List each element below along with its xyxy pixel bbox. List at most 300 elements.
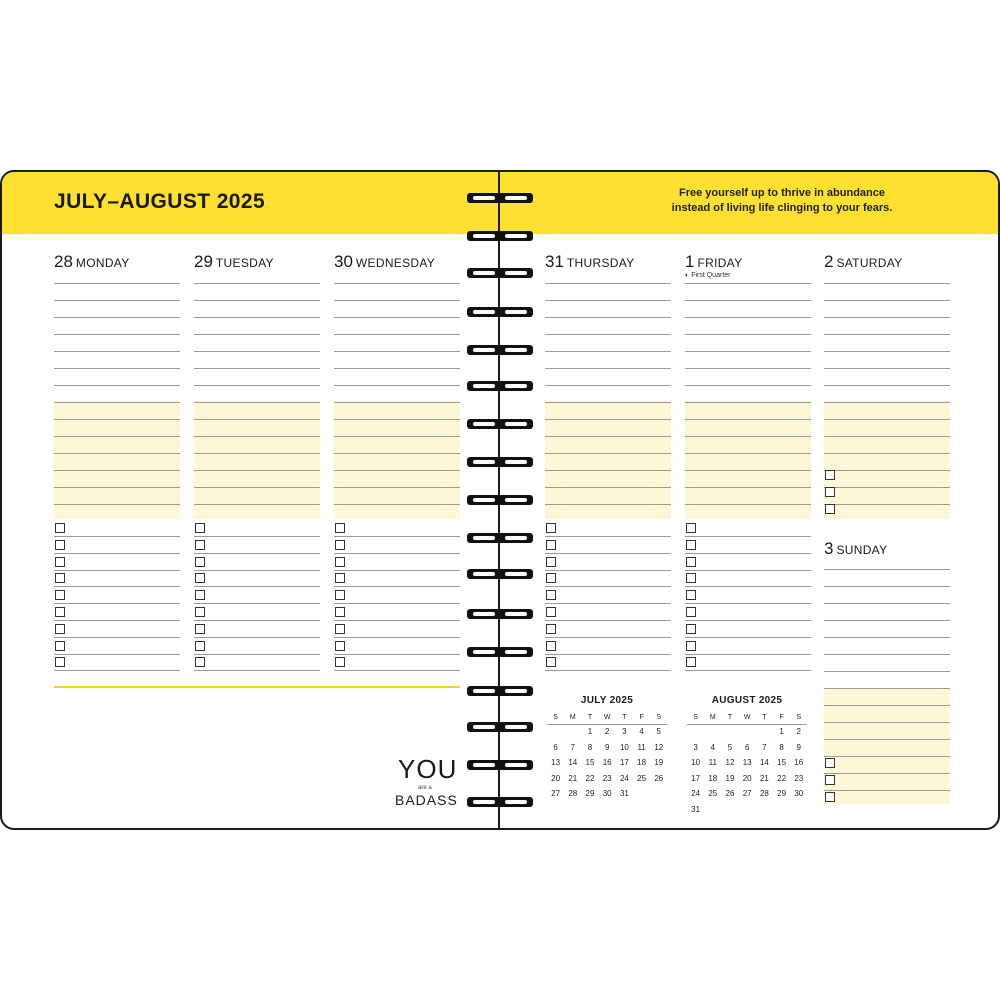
writing-line[interactable] (545, 436, 671, 437)
calendar-date[interactable]: 29 (777, 789, 787, 798)
writing-line[interactable] (685, 334, 811, 335)
spiral-ring (467, 381, 533, 391)
weekday-label: S (796, 714, 802, 721)
planner-spread (0, 170, 1000, 830)
writing-line[interactable] (194, 283, 320, 284)
calendar-date[interactable]: 8 (587, 742, 593, 752)
writing-line[interactable] (685, 419, 811, 420)
writing-line[interactable] (334, 536, 460, 537)
checkbox[interactable] (55, 590, 65, 600)
ring-hole (505, 460, 527, 464)
writing-line[interactable] (685, 670, 811, 671)
writing-line[interactable] (334, 436, 460, 437)
writing-line[interactable] (824, 722, 950, 723)
writing-line[interactable] (824, 790, 950, 791)
writing-line[interactable] (334, 654, 460, 655)
writing-line[interactable] (685, 470, 811, 471)
calendar-date[interactable]: 5 (656, 727, 661, 736)
writing-line[interactable] (685, 385, 811, 386)
weekday-label: F (639, 714, 644, 721)
checkbox[interactable] (546, 557, 556, 567)
day-number: 30 (334, 252, 353, 271)
checkbox[interactable] (55, 641, 65, 651)
checkbox[interactable] (686, 573, 696, 583)
writing-line[interactable] (685, 283, 811, 284)
writing-line[interactable] (54, 453, 180, 454)
writing-line[interactable] (824, 351, 950, 352)
checkbox[interactable] (686, 641, 696, 651)
checkbox[interactable] (335, 573, 345, 583)
writing-line[interactable] (334, 504, 460, 505)
calendar-date[interactable]: 2 (604, 727, 610, 736)
section-divider (54, 686, 460, 688)
calendar-date[interactable]: 29 (585, 789, 595, 798)
ring-hole (505, 498, 527, 502)
writing-line[interactable] (334, 385, 460, 386)
writing-line[interactable] (194, 453, 320, 454)
calendar-date[interactable]: 11 (637, 742, 646, 752)
calendar-date[interactable]: 7 (570, 742, 575, 752)
calendar-date[interactable]: 27 (551, 789, 561, 798)
checkbox[interactable] (55, 657, 65, 667)
day-name: FRIDAY (697, 256, 743, 270)
ring-hole (505, 800, 527, 804)
writing-line[interactable] (824, 334, 950, 335)
checkbox[interactable] (686, 607, 696, 617)
checkbox[interactable] (825, 487, 835, 497)
ring-hole (473, 384, 495, 388)
weekday-label: T (622, 714, 627, 721)
writing-line[interactable] (545, 385, 671, 386)
spiral-ring (467, 307, 533, 317)
writing-line[interactable] (334, 317, 460, 318)
checkbox[interactable] (335, 590, 345, 600)
writing-line[interactable] (194, 351, 320, 352)
checkbox[interactable] (825, 504, 835, 514)
checkbox[interactable] (335, 641, 345, 651)
writing-line[interactable] (334, 670, 460, 671)
writing-line[interactable] (334, 334, 460, 335)
writing-line[interactable] (685, 637, 811, 638)
writing-line[interactable] (824, 470, 950, 471)
calendar-date[interactable]: 31 (619, 789, 629, 798)
half-moon-icon: ◐ (685, 272, 692, 279)
calendar-date[interactable]: 16 (794, 758, 804, 767)
spiral-ring (467, 533, 533, 543)
calendar-date[interactable]: 10 (619, 742, 629, 752)
writing-line[interactable] (334, 300, 460, 301)
checkbox[interactable] (195, 641, 205, 651)
writing-line[interactable] (824, 637, 950, 638)
writing-line[interactable] (54, 402, 180, 403)
day-number: 29 (194, 252, 213, 271)
writing-line[interactable] (545, 283, 671, 284)
checkbox[interactable] (195, 540, 205, 550)
writing-line[interactable] (824, 368, 950, 369)
writing-line[interactable] (334, 620, 460, 621)
writing-line[interactable] (54, 620, 180, 621)
ring-hole (473, 572, 495, 576)
checkbox[interactable] (546, 573, 556, 583)
day-name: WEDNESDAY (355, 256, 436, 270)
writing-line[interactable] (194, 368, 320, 369)
writing-line[interactable] (194, 334, 320, 335)
writing-line[interactable] (824, 688, 950, 689)
checkbox[interactable] (546, 590, 556, 600)
writing-line[interactable] (545, 603, 671, 604)
spiral-ring (467, 457, 533, 467)
writing-line[interactable] (545, 453, 671, 454)
writing-line[interactable] (545, 620, 671, 621)
calendar-date[interactable]: 28 (759, 789, 769, 798)
writing-line[interactable] (824, 317, 950, 318)
day-number: 3 (824, 539, 834, 558)
checkbox[interactable] (55, 607, 65, 617)
calendar-date[interactable]: 4 (639, 727, 644, 736)
checkbox[interactable] (825, 792, 835, 802)
checkbox[interactable] (55, 540, 65, 550)
calendar-date[interactable]: 25 (637, 773, 647, 783)
spiral-ring (467, 268, 533, 278)
ring-hole (505, 196, 527, 200)
writing-line[interactable] (685, 402, 811, 403)
writing-line[interactable] (194, 487, 320, 488)
writing-line[interactable] (545, 570, 671, 571)
calendar-date[interactable]: 19 (654, 758, 664, 767)
calendar-date[interactable]: 8 (779, 742, 784, 752)
calendar-date[interactable]: 4 (710, 742, 715, 752)
writing-line[interactable] (54, 487, 180, 488)
checkbox[interactable] (195, 573, 205, 583)
writing-line[interactable] (194, 603, 320, 604)
calendar-date[interactable]: 6 (553, 742, 558, 752)
calendar-date[interactable]: 16 (602, 758, 612, 767)
writing-line[interactable] (194, 402, 320, 403)
calendar-date[interactable]: 12 (725, 758, 735, 767)
checkbox[interactable] (686, 624, 696, 634)
calendar-date[interactable]: 9 (796, 742, 801, 752)
writing-line[interactable] (824, 756, 950, 757)
writing-line[interactable] (54, 637, 180, 638)
ring-hole (505, 572, 527, 576)
checkbox[interactable] (195, 523, 205, 533)
calendar-date[interactable]: 22 (585, 773, 595, 783)
calendar-date[interactable]: 6 (744, 742, 750, 752)
writing-line[interactable] (54, 536, 180, 537)
writing-line[interactable] (194, 385, 320, 386)
calendar-date[interactable]: 2 (796, 727, 801, 736)
checkbox[interactable] (335, 540, 345, 550)
calendar-date[interactable]: 27 (742, 789, 752, 798)
writing-line[interactable] (334, 637, 460, 638)
day-header-tuesday (194, 252, 274, 272)
writing-line[interactable] (194, 620, 320, 621)
calendar-date[interactable]: 19 (725, 773, 735, 783)
calendar-date[interactable]: 14 (568, 758, 578, 767)
checkbox[interactable] (335, 624, 345, 634)
writing-line[interactable] (54, 419, 180, 420)
writing-line[interactable] (54, 603, 180, 604)
writing-line[interactable] (685, 603, 811, 604)
writing-line[interactable] (54, 654, 180, 655)
calendar-date[interactable]: 30 (794, 789, 804, 798)
writing-line[interactable] (334, 419, 460, 420)
writing-line[interactable] (685, 586, 811, 587)
writing-line[interactable] (334, 402, 460, 403)
spiral-ring (467, 686, 533, 696)
writing-line[interactable] (685, 620, 811, 621)
writing-line[interactable] (545, 654, 671, 655)
calendar-date[interactable]: 24 (691, 789, 701, 798)
writing-line[interactable] (824, 436, 950, 437)
writing-line[interactable] (685, 317, 811, 318)
checkbox[interactable] (825, 775, 835, 785)
calendar-date[interactable]: 1 (587, 727, 593, 736)
spiral-ring (467, 722, 533, 732)
writing-line[interactable] (824, 773, 950, 774)
day-number: 28 (54, 252, 73, 271)
calendar-date[interactable]: 17 (691, 773, 701, 783)
calendar-date[interactable]: 26 (725, 789, 735, 798)
calendar-date[interactable]: 1 (779, 727, 784, 736)
day-header-friday (685, 252, 742, 272)
checkbox[interactable] (195, 624, 205, 634)
checkbox[interactable] (686, 557, 696, 567)
writing-line[interactable] (545, 553, 671, 554)
writing-line[interactable] (334, 487, 460, 488)
writing-line[interactable] (194, 536, 320, 537)
calendar-date[interactable]: 11 (708, 758, 717, 767)
spiral-ring (467, 797, 533, 807)
writing-line[interactable] (685, 351, 811, 352)
writing-line[interactable] (685, 436, 811, 437)
writing-line[interactable] (194, 570, 320, 571)
writing-line[interactable] (824, 569, 950, 570)
calendar-date[interactable]: 23 (794, 773, 804, 783)
writing-line[interactable] (334, 283, 460, 284)
writing-line[interactable] (334, 603, 460, 604)
calendar-date[interactable]: 15 (585, 758, 595, 767)
ring-hole (473, 650, 495, 654)
writing-line[interactable] (194, 470, 320, 471)
writing-line[interactable] (685, 504, 811, 505)
writing-line[interactable] (334, 470, 460, 471)
calendar-date[interactable]: 13 (742, 758, 752, 767)
writing-line[interactable] (824, 654, 950, 655)
writing-line[interactable] (545, 402, 671, 403)
writing-line[interactable] (54, 586, 180, 587)
checkbox[interactable] (335, 523, 345, 533)
writing-line[interactable] (54, 300, 180, 301)
checkbox[interactable] (546, 607, 556, 617)
checkbox[interactable] (55, 624, 65, 634)
writing-line[interactable] (54, 334, 180, 335)
writing-line[interactable] (545, 300, 671, 301)
checkbox[interactable] (195, 657, 205, 667)
ring-hole (505, 612, 527, 616)
calendar-date[interactable]: 21 (759, 773, 769, 783)
writing-line[interactable] (824, 300, 950, 301)
writing-line[interactable] (194, 670, 320, 671)
checkbox[interactable] (546, 523, 556, 533)
writing-line[interactable] (824, 453, 950, 454)
checkbox[interactable] (825, 758, 835, 768)
calendar-date[interactable]: 3 (693, 742, 698, 752)
writing-line[interactable] (824, 283, 950, 284)
writing-line[interactable] (824, 739, 950, 740)
calendar-date[interactable]: 14 (759, 758, 769, 767)
brand-logo-badass: BADASS (395, 792, 458, 808)
checkbox[interactable] (546, 624, 556, 634)
calendar-date[interactable]: 7 (762, 742, 767, 752)
writing-line[interactable] (54, 670, 180, 671)
checkbox[interactable] (335, 557, 345, 567)
writing-line[interactable] (685, 654, 811, 655)
spiral-ring (467, 495, 533, 505)
writing-line[interactable] (824, 504, 950, 505)
writing-line[interactable] (685, 536, 811, 537)
checkbox[interactable] (686, 523, 696, 533)
calendar-date[interactable]: 9 (604, 742, 610, 752)
calendar-date[interactable]: 21 (568, 773, 578, 783)
writing-line[interactable] (685, 570, 811, 571)
writing-line[interactable] (545, 368, 671, 369)
checkbox[interactable] (55, 573, 65, 583)
checkbox[interactable] (335, 607, 345, 617)
calendar-date[interactable]: 10 (691, 758, 701, 767)
writing-line[interactable] (824, 385, 950, 386)
writing-line[interactable] (194, 553, 320, 554)
calendar-date[interactable]: 30 (602, 789, 612, 798)
writing-line[interactable] (824, 705, 950, 706)
writing-line[interactable] (824, 620, 950, 621)
ring-hole (473, 196, 495, 200)
writing-line[interactable] (54, 504, 180, 505)
writing-line[interactable] (545, 504, 671, 505)
writing-line[interactable] (54, 283, 180, 284)
checkbox[interactable] (546, 657, 556, 667)
writing-line[interactable] (334, 453, 460, 454)
checkbox[interactable] (825, 470, 835, 480)
writing-line[interactable] (194, 504, 320, 505)
writing-line[interactable] (334, 351, 460, 352)
writing-line[interactable] (194, 300, 320, 301)
writing-line[interactable] (54, 351, 180, 352)
checkbox[interactable] (546, 641, 556, 651)
writing-line[interactable] (194, 317, 320, 318)
calendar-date[interactable]: 20 (742, 773, 752, 783)
calendar-date[interactable]: 25 (708, 789, 718, 798)
writing-line[interactable] (334, 368, 460, 369)
writing-line[interactable] (685, 453, 811, 454)
calendar-date[interactable]: 13 (551, 758, 561, 767)
writing-line[interactable] (54, 570, 180, 571)
calendar-date[interactable]: 15 (777, 758, 787, 767)
writing-line[interactable] (824, 603, 950, 604)
writing-line[interactable] (54, 368, 180, 369)
calendar-date[interactable]: 23 (602, 773, 612, 783)
checkbox[interactable] (546, 540, 556, 550)
writing-line[interactable] (334, 553, 460, 554)
writing-line[interactable] (334, 570, 460, 571)
calendar-date[interactable]: 3 (622, 727, 627, 736)
writing-line[interactable] (334, 586, 460, 587)
day-name: SUNDAY (836, 543, 888, 557)
writing-line[interactable] (194, 436, 320, 437)
calendar-date[interactable]: 26 (654, 773, 664, 783)
writing-line[interactable] (545, 586, 671, 587)
writing-line[interactable] (194, 654, 320, 655)
ring-hole (473, 689, 495, 693)
writing-line[interactable] (545, 334, 671, 335)
writing-line[interactable] (545, 637, 671, 638)
calendar-date[interactable]: 24 (619, 773, 629, 783)
writing-line[interactable] (194, 419, 320, 420)
calendar-date[interactable]: 22 (777, 773, 787, 783)
spiral-ring (467, 345, 533, 355)
writing-line[interactable] (54, 317, 180, 318)
checkbox[interactable] (195, 557, 205, 567)
writing-line[interactable] (54, 470, 180, 471)
calendar-date[interactable]: 18 (637, 758, 647, 767)
calendar-date[interactable]: 12 (654, 742, 664, 752)
writing-line[interactable] (545, 317, 671, 318)
calendar-date[interactable]: 31 (691, 804, 701, 814)
calendar-date[interactable]: 5 (727, 742, 733, 752)
checkbox[interactable] (195, 607, 205, 617)
checkbox[interactable] (195, 590, 205, 600)
writing-line[interactable] (824, 419, 950, 420)
writing-line[interactable] (685, 553, 811, 554)
checkbox[interactable] (686, 657, 696, 667)
writing-line[interactable] (685, 487, 811, 488)
writing-line[interactable] (194, 637, 320, 638)
writing-line[interactable] (545, 419, 671, 420)
writing-line[interactable] (824, 671, 950, 672)
writing-line[interactable] (545, 351, 671, 352)
calendar-date[interactable]: 20 (551, 773, 561, 783)
ring-hole (473, 763, 495, 767)
calendar-date[interactable]: 17 (619, 758, 629, 767)
weekday-label: S (693, 714, 698, 721)
calendar-date[interactable]: 28 (568, 789, 578, 798)
writing-line[interactable] (194, 586, 320, 587)
checkbox[interactable] (686, 540, 696, 550)
weekday-label: M (569, 714, 576, 721)
writing-line[interactable] (824, 586, 950, 587)
writing-line[interactable] (685, 368, 811, 369)
checkbox[interactable] (686, 590, 696, 600)
calendar-date[interactable]: 18 (708, 773, 718, 783)
writing-line[interactable] (545, 536, 671, 537)
checkbox[interactable] (55, 557, 65, 567)
checkbox[interactable] (55, 523, 65, 533)
writing-line[interactable] (545, 670, 671, 671)
writing-line[interactable] (824, 487, 950, 488)
writing-line[interactable] (824, 402, 950, 403)
writing-line[interactable] (54, 385, 180, 386)
ring-hole (505, 725, 527, 729)
spiral-ring (467, 231, 533, 241)
writing-line[interactable] (54, 436, 180, 437)
weekday-label: S (553, 714, 558, 721)
writing-line[interactable] (545, 470, 671, 471)
writing-line[interactable] (54, 553, 180, 554)
weekday-label: S (656, 714, 662, 721)
checkbox[interactable] (335, 657, 345, 667)
writing-line[interactable] (685, 300, 811, 301)
writing-line[interactable] (545, 487, 671, 488)
